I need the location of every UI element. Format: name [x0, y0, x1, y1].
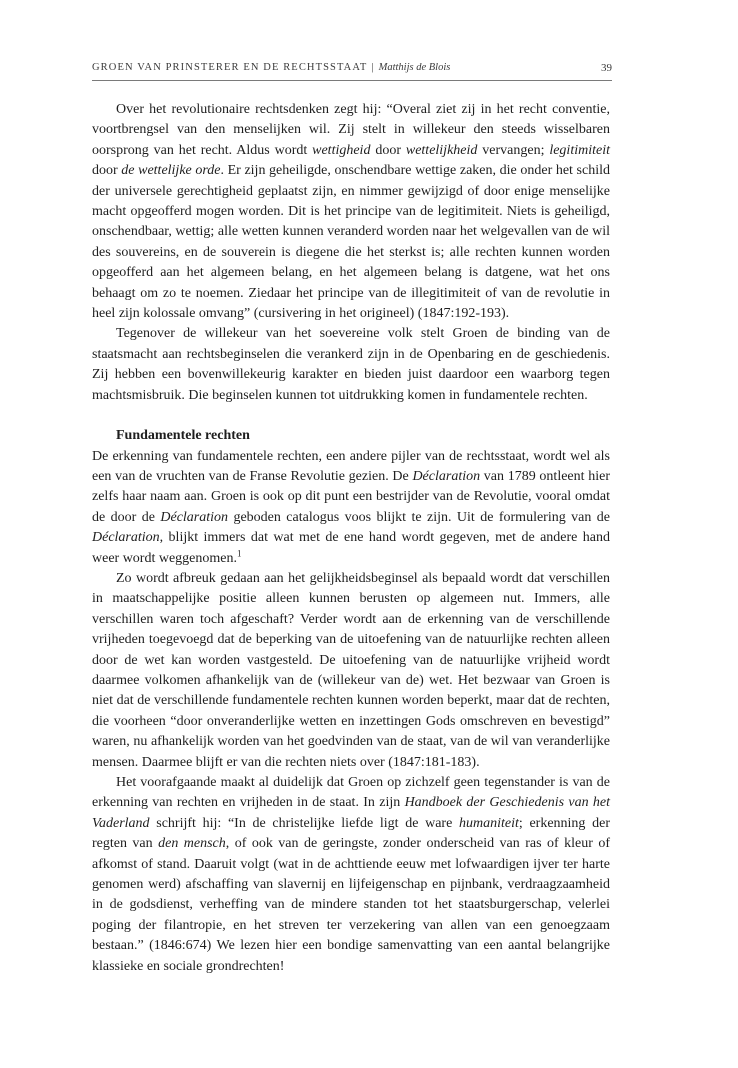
italic-term: Déclaration — [160, 509, 229, 525]
italic-term: legitimiteit — [549, 142, 610, 158]
italic-term: humaniteit — [458, 815, 519, 831]
paragraph-4: Zo wordt afbreuk gedaan aan het gelijkheidsbeginsel als bepaald wordt dat verschillen in maatschappelijke positie alleen kunnen berusten op algemeen nut. Immers, alle verschillen waren toch afgeschaft? Verder wordt aan de erkenning van de verschillende vrijheden toegevoegd dat de beperking van de uitoefening van de natuurlijke rechten alleen door de wet kan worden vastgesteld. De uitoefening van de natuurlijke vrijheid wordt daarmee volkomen afhankelijk van de (willekeur van de) wet. Het bezwaar van Groen is niet dat de verschillende fundamentele rechten kunnen worden beperkt, maar dat de rechten, die voorheen “door onveranderlijke wetten en inzettingen Gods omschreven en bevestigd” waren, nu afhankelijk worden van het goedvinden van de staat, van de wil van veranderlijke mensen. Daarmee blijft er van die rechten niets over (1847:181-183). — [92, 570, 610, 770]
paragraph-1: Over het revolutionaire rechtsdenken zegt hij: “Overal ziet zij in het recht conventie, voortbrengsel van den menselijken wil. Zij stelt in willekeur den steeds wisselbaren oorsprong van het recht. Aldus wordt wettigheid door wettelijkheid vervangen; legitimiteit door de wettelijke orde. Er zijn geheiligde, onschendbare wettige zaken, die onder het schild der universele gerechtigheid geplaatst zijn, en nimmer gewijzigd of door enige menselijke macht opgeofferd mogen worden. Dit is het principe van de legitimiteit. Niets is geheiligd, onschendbaar, wettig; alle wetten kunnen veranderd worden naar het welgevallen van de wil des souvereins, en de souverein is diegene die het sterkst is; alle rechten kunnen worden opgeofferd aan het algemeen belang, en het algemeen belang is datgene, wat het ons behaagt om zo te noemen. Ziedaar het principe van de illegitimiteit of van de revolutie in heel zijn kolossale omvang” (cursivering in het origineel) (1847:192-193). — [92, 102, 611, 322]
italic-term: wettigheid — [312, 142, 371, 158]
paragraph-5: Het voorafgaande maakt al duidelijk dat Groen op zichzelf geen tegenstander is van de erkenning van rechten en vrijheden in de staat. In zijn Handboek der Geschiedenis van het Vaderland schrijft hij: “In de christelijke liefde ligt de ware humaniteit; erkenning der regten van den mensch, of ook van de geringste, zonder onderscheid van ras of kleur of afkomst of stand. Daaruit volgt (wat in de achttiende eeuw met lofwaardigen ijver ter harte genomen werd) afschaffing van slavernij en lijfeigenschap en pijnbank, verdraagzaamheid in de godsdienst, verheffing van de mindere standen tot het staatsburgerschap, velerlei poging der filantropie, en het streven ter verzekering van allen van een genoegzaam bestaan.” (1846:674) We lezen hier een bondige samenvatting van een aantal belangrijke klassieke en sociale grondrechten! — [92, 775, 610, 974]
italic-term: Déclaration — [412, 468, 481, 484]
section-heading: Fundamentele rechten — [116, 428, 250, 444]
italic-term: de wettelijke orde — [121, 163, 221, 179]
footnote-marker: 1 — [237, 547, 242, 558]
paragraph-2: Tegenover de willekeur van het soevereine volk stelt Groen de binding van de staatsmacht aan rechtsbeginselen die verankerd zijn in de Openbaring en de geschiedenis. Zij hebben een bovenwillekeurig karakter en bieden juist daardoor een waarborg tegen machtsmisbruik. Die beginselen kunnen tot uitdrukking komen in fundamentele rechten. — [92, 326, 610, 403]
journal-title: GROEN VAN PRINSTERER EN DE RECHTSSTAAT — [92, 62, 368, 73]
paragraph-3: De erkenning van fundamentele rechten, een andere pijler van de rechtsstaat, wordt wel als een van de vruchten van de Franse Revolutie gezien. De Déclaration van 1789 ontleent hier zelfs haar naam aan. Groen is ook op dit punt een bestrijder van de Revolutie, vooral omdat de door de Déclaration geboden catalogus voos blijkt te zijn. Uit de formulering van de Déclaration, blijkt immers dat wat met de ene hand wordt gegeven, met de andere hand weer wordt weggenomen.$^1$ — [92, 448, 610, 566]
header-separator: | — [371, 62, 375, 73]
running-header — [92, 62, 612, 73]
article-body — [92, 100, 610, 977]
italic-book-title: Handboek der Geschiedenis van het Vaderland — [92, 795, 610, 831]
page-number: 39 — [601, 62, 612, 74]
italic-term: Déclaration — [92, 530, 160, 546]
author-name: Matthijs de Blois — [378, 62, 451, 73]
italic-term: wettelijkheid — [405, 142, 478, 158]
header-rule — [92, 80, 612, 81]
italic-term: den mensch — [158, 836, 226, 852]
